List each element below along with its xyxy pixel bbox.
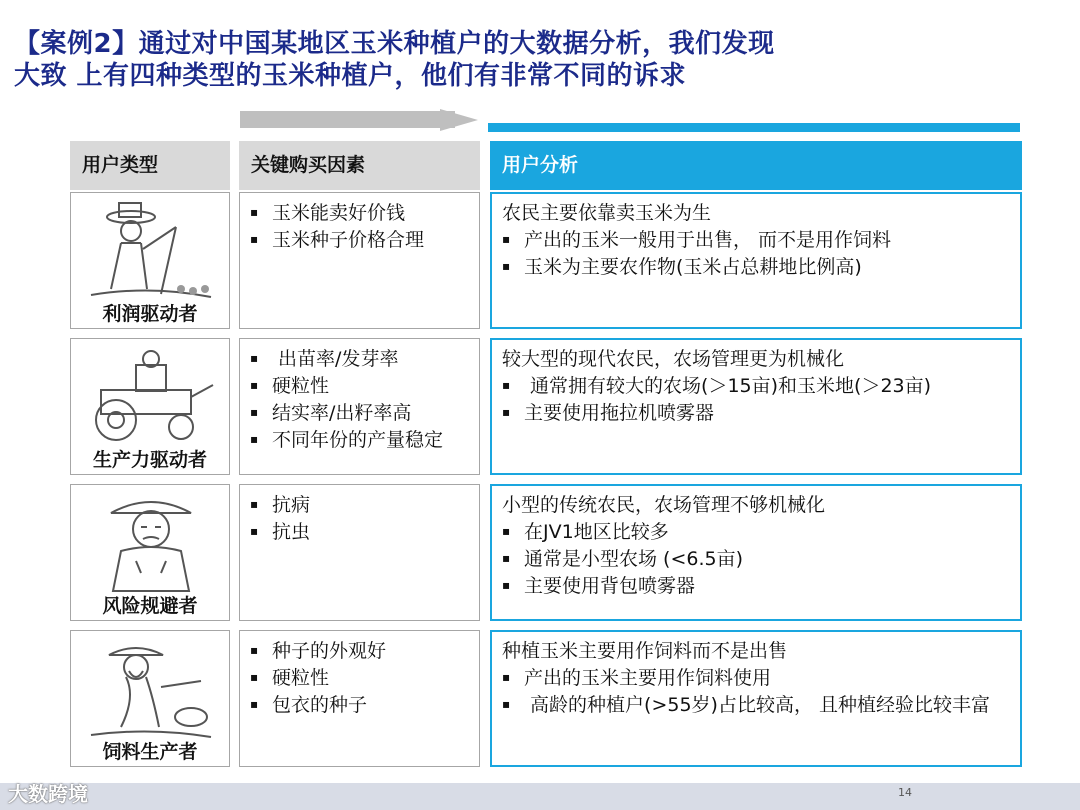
header-user-analysis: 用户分析 [490, 141, 1022, 190]
row-1-user-type-label: 利润驱动者 [71, 302, 229, 326]
page-number: 14 [898, 786, 912, 799]
row-3-factor-2: ▪ 抗虫 [250, 518, 471, 545]
row-2-image-cell [70, 338, 230, 475]
row-3-analysis-cell [490, 484, 1022, 621]
row-2-analysis-point-2: ▪ 主要使用拖拉机喷雾器 [502, 399, 1012, 426]
row-4-factors-cell [239, 630, 480, 767]
worried-farmer-icon [81, 491, 221, 596]
row-4-factor-2: ▪ 硬粒性 [250, 664, 471, 691]
row-4-image-cell [70, 630, 230, 767]
row-3-analysis-point-2: ▪ 通常是小型农场 (<6.5亩) [502, 545, 1012, 572]
row-3-analysis-point-3: ▪ 主要使用背包喷雾器 [502, 572, 1012, 599]
row-4-analysis-point-2: ▪ 高龄的种植户(>55岁)占比较高， 且种植经验比较丰富 [502, 691, 1012, 718]
row-2-analysis-cell [490, 338, 1022, 475]
row-1-factor-2: ▪ 玉米种子价格合理 [250, 226, 471, 253]
row-3-image-cell [70, 484, 230, 621]
row-1-factor-1: ▪ 玉米能卖好价钱 [250, 199, 471, 226]
analysis-accent-line [488, 123, 1020, 132]
row-2-analysis-lead: 较大型的现代农民，农场管理更为机械化 [502, 348, 845, 370]
row-2-user-type-label: 生产力驱动者 [71, 448, 229, 472]
row-1-analysis-point-1: ▪ 产出的玉米一般用于出售， 而不是用作饲料 [502, 226, 1012, 253]
row-1-analysis-lead: 农民主要依靠卖玉米为生 [502, 202, 712, 224]
row-4-factor-1: ▪ 种子的外观好 [250, 637, 471, 664]
farmer-with-animals-icon [81, 637, 221, 742]
row-1-analysis-cell [490, 192, 1022, 329]
farmer-on-tractor-icon [81, 345, 221, 450]
watermark-text: 大数跨境 [8, 782, 88, 806]
row-2-factor-3: ▪ 结实率/出籽率高 [250, 399, 471, 426]
header-key-factors: 关键购买因素 [239, 141, 480, 190]
row-1-analysis-point-2: ▪ 玉米为主要农作物(玉米占总耕地比例高) [502, 253, 1012, 280]
row-2-factor-2: ▪ 硬粒性 [250, 372, 471, 399]
row-1-factors-cell [239, 192, 480, 329]
process-arrow-bar [240, 111, 455, 128]
row-4-factor-3: ▪ 包衣的种子 [250, 691, 471, 718]
row-4-user-type-label: 饲料生产者 [71, 740, 229, 764]
row-2-analysis-point-1: ▪ 通常拥有较大的农场(＞15亩)和玉米地(＞23亩) [502, 372, 1012, 399]
farmer-with-hoe-icon [81, 199, 221, 304]
row-2-factor-4: ▪ 不同年份的产量稳定 [250, 426, 471, 453]
row-3-analysis-lead: 小型的传统农民，农场管理不够机械化 [502, 494, 826, 516]
row-4-analysis-lead: 种植玉米主要用作饲料而不是出售 [502, 640, 788, 662]
row-1-image-cell [70, 192, 230, 329]
title-line-1: 【案例2】通过对中国某地区玉米种植户的大数据分析，我们发现 [14, 29, 775, 59]
row-4-analysis-cell [490, 630, 1022, 767]
row-3-factor-1: ▪ 抗病 [250, 491, 471, 518]
row-3-user-type-label: 风险规避者 [71, 594, 229, 618]
row-4-analysis-point-1: ▪ 产出的玉米主要用作饲料使用 [502, 664, 1012, 691]
header-user-type: 用户类型 [70, 141, 230, 190]
slide-title [14, 28, 1064, 92]
row-2-factors-cell [239, 338, 480, 475]
row-3-analysis-point-1: ▪ 在JV1地区比较多 [502, 518, 1012, 545]
footer-bar [0, 783, 1080, 810]
title-line-2: 大致 上有四种类型的玉米种植户，他们有非常不同的诉求 [14, 61, 687, 91]
process-arrow-head-icon [440, 109, 478, 131]
row-3-factors-cell [239, 484, 480, 621]
row-2-factor-1: ▪ 出苗率/发芽率 [250, 345, 471, 372]
